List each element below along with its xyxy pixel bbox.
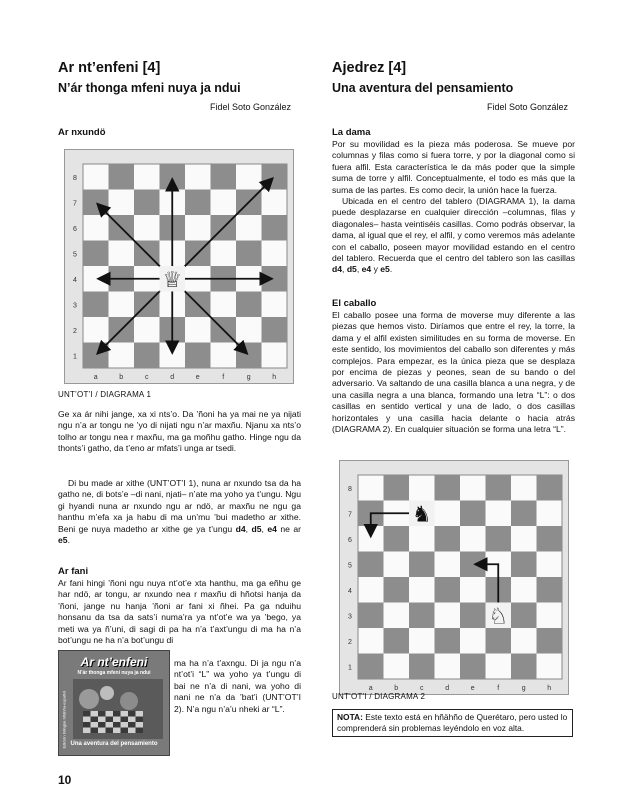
d2-file-label: a [368, 685, 373, 692]
d2-square-h2 [537, 628, 563, 654]
d2-square-f2 [486, 628, 512, 654]
d1-file-label: h [272, 374, 277, 381]
diagram-1-svg [65, 150, 293, 383]
left-subtitle: N’ár thonga mfeni nuya ja ndui [58, 81, 241, 95]
cover-line: N’ár thonga mfeni nuya ja ndui [77, 670, 151, 676]
d2-square-b4 [384, 577, 410, 603]
d2-square-e1 [460, 654, 486, 680]
cover-illustration [59, 651, 169, 755]
d1-rank-label: 3 [73, 302, 77, 310]
d2-rank-label: 2 [348, 638, 352, 646]
square-e5-es: e5 [380, 264, 390, 275]
d1-rank-label: 4 [73, 276, 77, 284]
cover-title: Ar nt’enfeni [80, 655, 148, 669]
d1-square-g3 [236, 292, 262, 318]
d2-square-e7 [460, 501, 486, 527]
right-caption: UNT’OT’I / DIAGRAMA 2 [332, 692, 426, 701]
d1-square-b8 [109, 164, 135, 190]
d1-rank-label: 8 [73, 174, 77, 182]
d2-square-g1 [511, 654, 537, 680]
d1-rank-label: 6 [73, 225, 77, 233]
d1-rank-label: 5 [73, 251, 77, 259]
black-knight-icon: ♞ [411, 502, 432, 528]
square-d4-es: d4 [332, 264, 343, 275]
diagram-2-board [339, 460, 569, 695]
square-e5: e5 [58, 535, 68, 546]
d2-square-h8 [537, 475, 563, 501]
right-paragraph-3: El caballo posee una forma de moverse muy diferente a las piezas que hemos visto. Diríamos que entre el rey, la torre, la dama y el alfil existen similitudes en su forma de moverse. En este sentido, los movimientos del caballo son diferentes y más complejos. Para empezar, es la única pieza que se desplaza por encima de piezas y peones, sean de su bando o del adversario. Va saltando de una casilla blanca a una negra, y de una casilla negra a una blanca, formando una letra “L”: o dos casillas en sentido vertical y una de lado, o dos casillas horizontales y una casilla hacia delante o hacia atrás (DIAGRAMA 2). En cualquier situación se forma una letra “L”. [332, 310, 575, 435]
d1-file-label: e [195, 374, 200, 381]
d2-square-b6 [384, 526, 410, 552]
d2-rank-label: 1 [348, 664, 352, 672]
d2-square-a1 [358, 654, 384, 680]
d1-file-label: a [93, 374, 98, 381]
d1-rank-label: 1 [73, 353, 77, 361]
d2-rank-label: 3 [348, 613, 352, 621]
d1-square-e7 [185, 190, 211, 216]
d2-square-g7 [511, 501, 537, 527]
d1-square-f8 [211, 164, 237, 190]
d1-square-a5 [83, 241, 109, 267]
d2-file-label: e [470, 685, 475, 692]
white-queen-icon: ♕ [162, 267, 183, 293]
d1-file-label: f [222, 374, 225, 381]
d1-square-g5 [236, 241, 262, 267]
d1-square-h2 [262, 317, 288, 343]
d1-square-e1 [185, 343, 211, 369]
diagram-1-board [64, 149, 294, 384]
d2-rank-label: 4 [348, 587, 352, 595]
note-text: Este texto está en hñähño de Querétaro, pero usted lo comprenderá sin problemas leyéndolo en voz alta. [337, 712, 568, 733]
d1-square-c1 [134, 343, 160, 369]
diagram-2-svg [340, 461, 568, 694]
d2-file-label: g [521, 685, 526, 692]
cover-side-text: Edición bilingüe hñähñu-español [61, 690, 67, 749]
left-section-heading: Ar nxundö [58, 127, 106, 138]
square-e4-es: e4 [361, 264, 372, 275]
d2-square-h4 [537, 577, 563, 603]
d2-square-d2 [435, 628, 461, 654]
page-number: 10 [58, 773, 72, 787]
d2-square-b8 [384, 475, 410, 501]
left-conjunction: ne ar [280, 523, 301, 534]
d2-square-f6 [486, 526, 512, 552]
white-knight-icon: ♘ [488, 604, 509, 630]
d2-square-d8 [435, 475, 461, 501]
right-section-heading: La dama [332, 127, 371, 138]
right-subtitle: Una aventura del pensamiento [332, 81, 514, 95]
d2-rank-label: 8 [348, 485, 352, 493]
right-conjunction: y [373, 264, 378, 275]
d2-file-label: c [420, 685, 424, 692]
square-d5-es: d5 [346, 264, 357, 275]
left-author: Fidel Soto González [210, 102, 292, 112]
right-paragraph-2-text: Ubicada en el centro del tablero (DIAGRAMA 1), la dama puede desplazarse en cualquier dirección –columnas, filas y diagonales– hasta veintiséis casillas. Como podrás observar, la dama, al igual que el rey, el alfil, y como veremos más adelante con el caballo, poseen mayor movilidad estando en el centro del tablero. Recuerda que el centro del tablero son las casillas [332, 196, 575, 264]
d2-file-label: h [547, 685, 552, 692]
right-author: Fidel Soto González [487, 102, 569, 112]
d2-file-label: d [445, 685, 450, 692]
d2-square-e3 [460, 603, 486, 629]
d2-file-label: b [394, 685, 399, 692]
left-paragraph-3: Ar fani hingi ’ñoni ngu nuya nt’ot’e xta hanthu, ma ga eñhu ge har ndö, ar tongu, ar nxundo nea r maxñu di hñotsi hanja da ’ñoni, jange nu hanja ’ñoni ar fani xi ñhei. Pa ga nduihu honsanu da tsa da sats’i numa’ra ya nt’ot’e wa ya ’bego, ya meti wa ya ñ’uni, di sagi di pa ha n’a t’axt’ungu di ma ha n’a bot’ungu ne ha n’a bot’ungu di [58, 578, 301, 646]
d1-file-label: g [246, 374, 251, 381]
right-paragraph-2: Ubicada en el centro del tablero (DIAGRAMA 1), la dama puede desplazarse en cualquier dirección –columnas, filas y diagonales– hasta veintiséis casillas. Como podrás observar, la dama, al igual que el rey, el alfil, y como veremos más adelante con el caballo, poseen mayor movilidad estando en el centro del tablero. Recuerda que el centro del tablero son las casillas d4, d5, e4 y e5. [332, 196, 575, 275]
left-caption: UNT’OT’I / DIAGRAMA 1 [58, 390, 152, 399]
d2-square-a3 [358, 603, 384, 629]
d2-square-a5 [358, 552, 384, 578]
d2-square-c5 [409, 552, 435, 578]
d2-square-c3 [409, 603, 435, 629]
d1-rank-label: 2 [73, 327, 77, 335]
d1-square-h6 [262, 215, 288, 241]
left-section-2-heading: Ar fani [58, 566, 89, 577]
d2-square-g3 [511, 603, 537, 629]
d2-square-c1 [409, 654, 435, 680]
d2-square-b2 [384, 628, 410, 654]
left-paragraph-3b: ma ha n’a t’axngu. Di ja ngu n’a nt’ot’i “L” wa yoho ya t’ungu di bai ne n’a di nani, wa yoho di nani ne n’a da ’bat’i (UNT’OT’I 2). N’a ngu n’a’u nheki ar “L”. [174, 658, 301, 714]
d1-file-label: b [119, 374, 124, 381]
d1-square-a3 [83, 292, 109, 318]
book-cover-image [58, 650, 170, 756]
d2-rank-label: 6 [348, 536, 352, 544]
right-section-2-heading: El caballo [332, 298, 377, 309]
d1-rank-label: 7 [73, 200, 77, 208]
d1-file-label: d [170, 374, 175, 381]
square-e4: e4 [267, 523, 277, 534]
left-paragraph-2-text: Di bu made ar xithe (UNT’OT’I 1), nuna ar nxundo tsa da ha gatho ne, di bots’e –di nani, njati– n’ate ma yoho ya t’ungu. Ngu gi hyandi nuna ar nxundo ngu ar ndö, ar maxñu ne ngu ga hanthu m’efa xa ja habu di ma un’mu ’bui madetho ar xithe. Beni ge nuya madetho ar xithe ge ya t’ungu [58, 478, 301, 534]
d2-square-f8 [486, 475, 512, 501]
cover-bottom-text: Una aventura del pensamiento [70, 741, 158, 747]
d2-rank-label: 7 [348, 511, 352, 519]
left-paragraph-1: Ge xa ár nihi jange, xa xi nts’o. Da ’ñoni ha ya mai ne ya nijati ngu n’a ar tongu ne ’yo di nijati ngu n’ar maxñu. Njanu xa nts’o tolho ar tongu nea r maxñu, ma ga moñhu gatho. Hinge ngu da thonts’i gatho, da t’eno ar mfats’i unga ar tsedi. [58, 409, 301, 454]
left-title: Ar nt’enfeni [4] [58, 60, 161, 76]
d2-square-d6 [435, 526, 461, 552]
d2-file-label: f [497, 685, 500, 692]
d2-rank-label: 5 [348, 562, 352, 570]
note-label: NOTA: [337, 712, 363, 722]
d1-square-c7 [134, 190, 160, 216]
note-box [332, 709, 573, 737]
d2-square-g5 [511, 552, 537, 578]
square-d4: d4 [235, 523, 246, 534]
square-d5: d5 [251, 523, 262, 534]
d2-square-d4 [435, 577, 461, 603]
d2-square-h6 [537, 526, 563, 552]
right-title: Ajedrez [4] [332, 60, 407, 76]
left-paragraph-2: Di bu made ar xithe (UNT’OT’I 1), nuna ar nxundo tsa da ha gatho ne, di bots’e –di nani, njati– n’ate ma yoho ya t’ungu. Ngu gi hyandi nuna ar nxundo ngu ar ndö, ar maxñu ne ngu ga hanthu m’efa xa ja habu di ma un’mu ’bui madetho ar xithe. Beni ge nuya madetho ar xithe ge ya t’ungu d4, d5, e4 ne ar e5. [58, 478, 301, 546]
d1-file-label: c [145, 374, 149, 381]
right-paragraph-1: Por su movilidad es la pieza más poderosa. Se mueve por columnas y filas como si fuera torre, y por la diagonal como si fuera alfil. Esta característica le da más poder que la simple suma de torre y alfil. Conceptualmente, el todo es más que la suma de las partes. Es como decir, la unión hace la fuerza. [332, 139, 575, 195]
